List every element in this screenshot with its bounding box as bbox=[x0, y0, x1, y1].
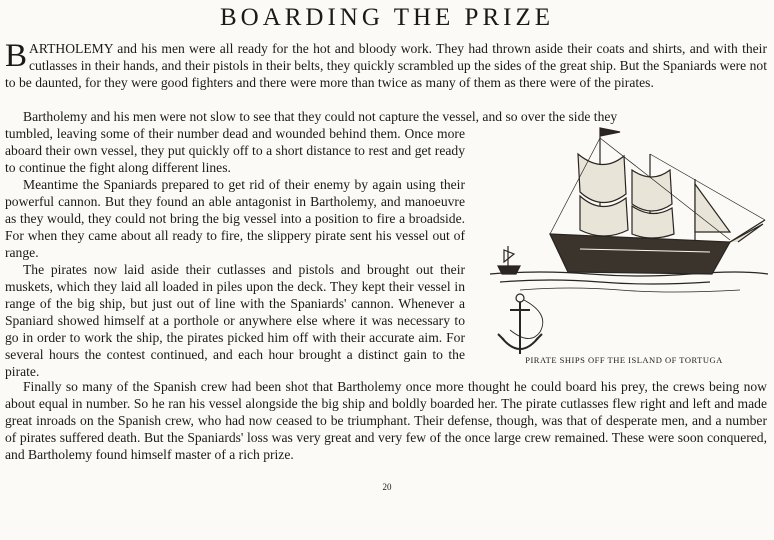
drop-cap: B bbox=[5, 38, 28, 74]
pirate-ship-illustration bbox=[480, 124, 768, 364]
figure-caption: PIRATE SHIPS OFF THE ISLAND OF TORTUGA bbox=[525, 355, 723, 365]
page-number: 20 bbox=[382, 482, 392, 492]
paragraph-2-text: tumbled, leaving some of their number dead and wounded behind them. Once more aboard their own vessel, they put quickly off to a short distance to rest and get ready to continue the fight along different lines. bbox=[5, 126, 465, 175]
page-title: BOARDING THE PRIZE bbox=[219, 4, 555, 31]
paragraph-4: The pirates now laid aside their cutlasses and pistols and brought out their muskets, which they laid all loaded in piles upon the deck. They kept their vessel in range of the big ship, but just out of line with the Spaniards' cannon. Whenever a Spaniard showed himself at a porthole or anywhere else where it was necessary to go in order to work the ship, the pirates picked him off with their accurate aim. For several hours the contest continued, and each hour brought a distinct gain to the pirate. bbox=[5, 262, 465, 379]
paragraph-2-first-line: Bartholemy and his men were not slow to see that they could not capture the vessel, and so over the side they bbox=[23, 109, 618, 124]
paragraph-5: Finally so many of the Spanish crew had been shot that Bartholemy once more thought he could board his prey, the crews being now about equal in number. So he ran his vessel alongside the big ship and boldly boarded her. The pirate cutlasses flew right and left and made great inroads on the Spanish crew, who had now ceased to be triumphant. Their defense, though, was that of desperate men, and a number of pirates suffered death. But the Spaniards' loss was very great and very few of the once large crew remained. These were soon conquered, and Bartholemy found himself master of a rich prize. bbox=[5, 379, 767, 462]
paragraph-3: Meantime the Spaniards prepared to get rid of their enemy by again using their powerful cannon. But they found an able antagonist in Bartholemy, and manoeuvre as they would, they could not bring the big vessel into a position to fire a broadside. For when they came about all ready to fire, the slippery pirate sent his vessel out of range. bbox=[5, 177, 465, 260]
paragraph-1-text: ARTHOLEMY and his men were all ready for the hot and bloody work. They had thrown aside their coats and shirts, and with their cutlasses in their hands, and their pistols in their belts, they quickly scrambled up the sides of the great ship. But the Spaniards were not to be daunted, for they were good fighters and there were more than twice as many of them as there were of the pirates. bbox=[5, 41, 767, 90]
paragraph-1 bbox=[5, 40, 767, 91]
